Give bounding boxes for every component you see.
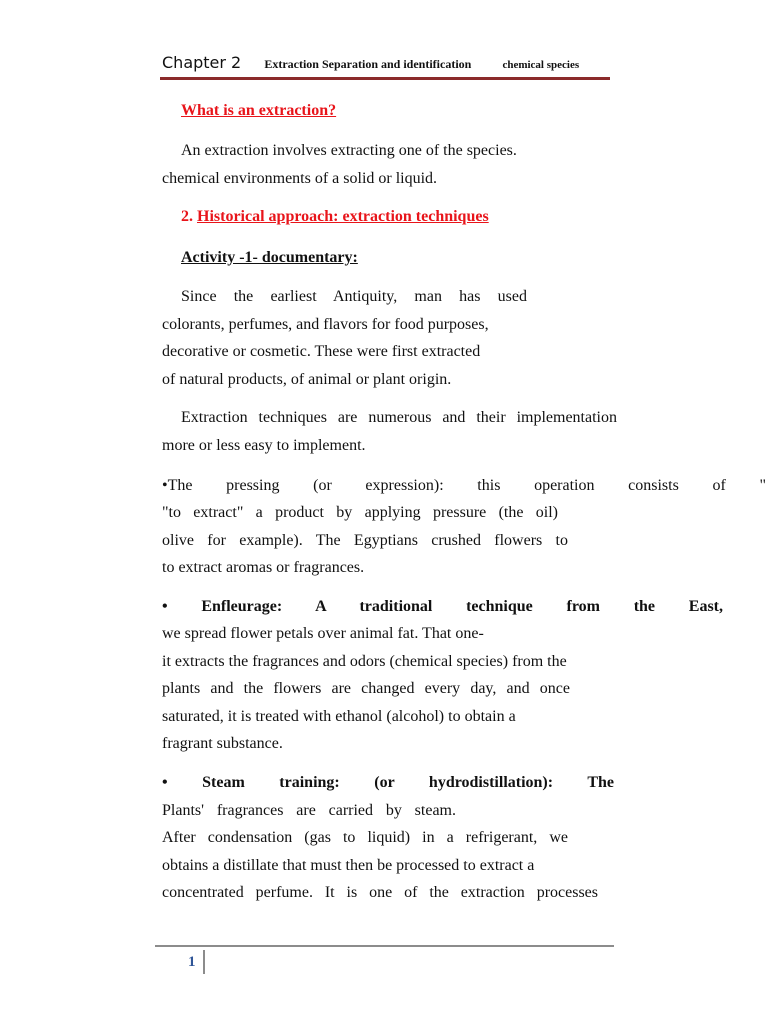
paragraph-line: decorative or cosmetic. These were first extracted [162,343,481,360]
paragraph-line: saturated, it is treated with ethanol (alcohol) to obtain a [162,707,516,725]
paragraph-line: "to extract" a product by applying pressure (the oil) [162,504,558,521]
paragraph-line: obtains a distillate that must then be processed to extract a [162,856,535,874]
paragraph-enfleurage-cont [162,620,618,758]
paragraph-techniques [162,404,617,459]
paragraph-antiquity [162,283,527,393]
paragraph-line: of natural products, of animal or plant origin. [162,370,452,388]
paragraph-line: plants and the flowers are changed every day, and once [162,680,570,697]
section-heading-extraction [181,102,398,120]
section-heading-text: What is an extraction? [181,102,337,119]
paragraph-line: to extract aromas or fragrances. [162,559,365,576]
paragraph-line: it extracts the fragrances and odors (chemical species) from the [162,652,567,670]
header-subtitle: chemical species [502,59,580,71]
header-title: Extraction Separation and identification [264,57,472,71]
paragraph-line: After condensation (gas to liquid) in a refrigerant, we [162,829,568,846]
section-heading-label: Historical approach: extraction techniques [197,208,489,225]
paragraph-bold-line: • Steam training: (or hydrodistillation): The [162,774,614,791]
paragraph-bold-line: • Enfleurage: A traditional technique from the East, [162,598,723,615]
section-number: 2. [181,208,193,225]
paragraph-line: Plants' fragrances are carried by steam. [162,801,456,819]
paragraph-line: olive for example). The Egyptians crushed flowers to [162,531,568,549]
paragraph-pressing [162,472,766,500]
paragraph-enfleurage [162,593,723,621]
paragraph-line: concentrated perfume. It is one of the extraction processes [162,884,598,901]
paragraph-line: more or less easy to implement. [162,436,366,454]
page-number-divider [203,950,205,974]
page-number: 1 [188,954,196,970]
header-rule [160,77,610,80]
paragraph-line: chemical environments of a solid or liquid. [162,170,438,187]
paragraph-line: Extraction techniques are numerous and their implementation [181,409,617,426]
paragraph-line: •The pressing (or expression): this operation consists of " [162,477,766,494]
activity-title: Activity -1- documentary: [181,249,358,266]
page-header [162,53,579,72]
paragraph-line: we spread flower petals over animal fat. That one- [162,625,484,642]
section-heading-text [197,208,517,225]
paragraph-steam [162,769,614,907]
paragraph-line: fragrant substance. [162,735,283,752]
footer-rule [155,945,614,947]
paragraph-line: An extraction involves extracting one of the species. [181,142,517,159]
section-heading-historical [181,208,517,226]
paragraph-line: colorants, perfumes, and flavors for food purposes, [162,315,489,333]
paragraph-pressing-cont [162,499,570,582]
header-chapter: Chapter 2 [162,53,242,72]
paragraph-line: Since the earliest Antiquity, man has used [181,288,527,305]
